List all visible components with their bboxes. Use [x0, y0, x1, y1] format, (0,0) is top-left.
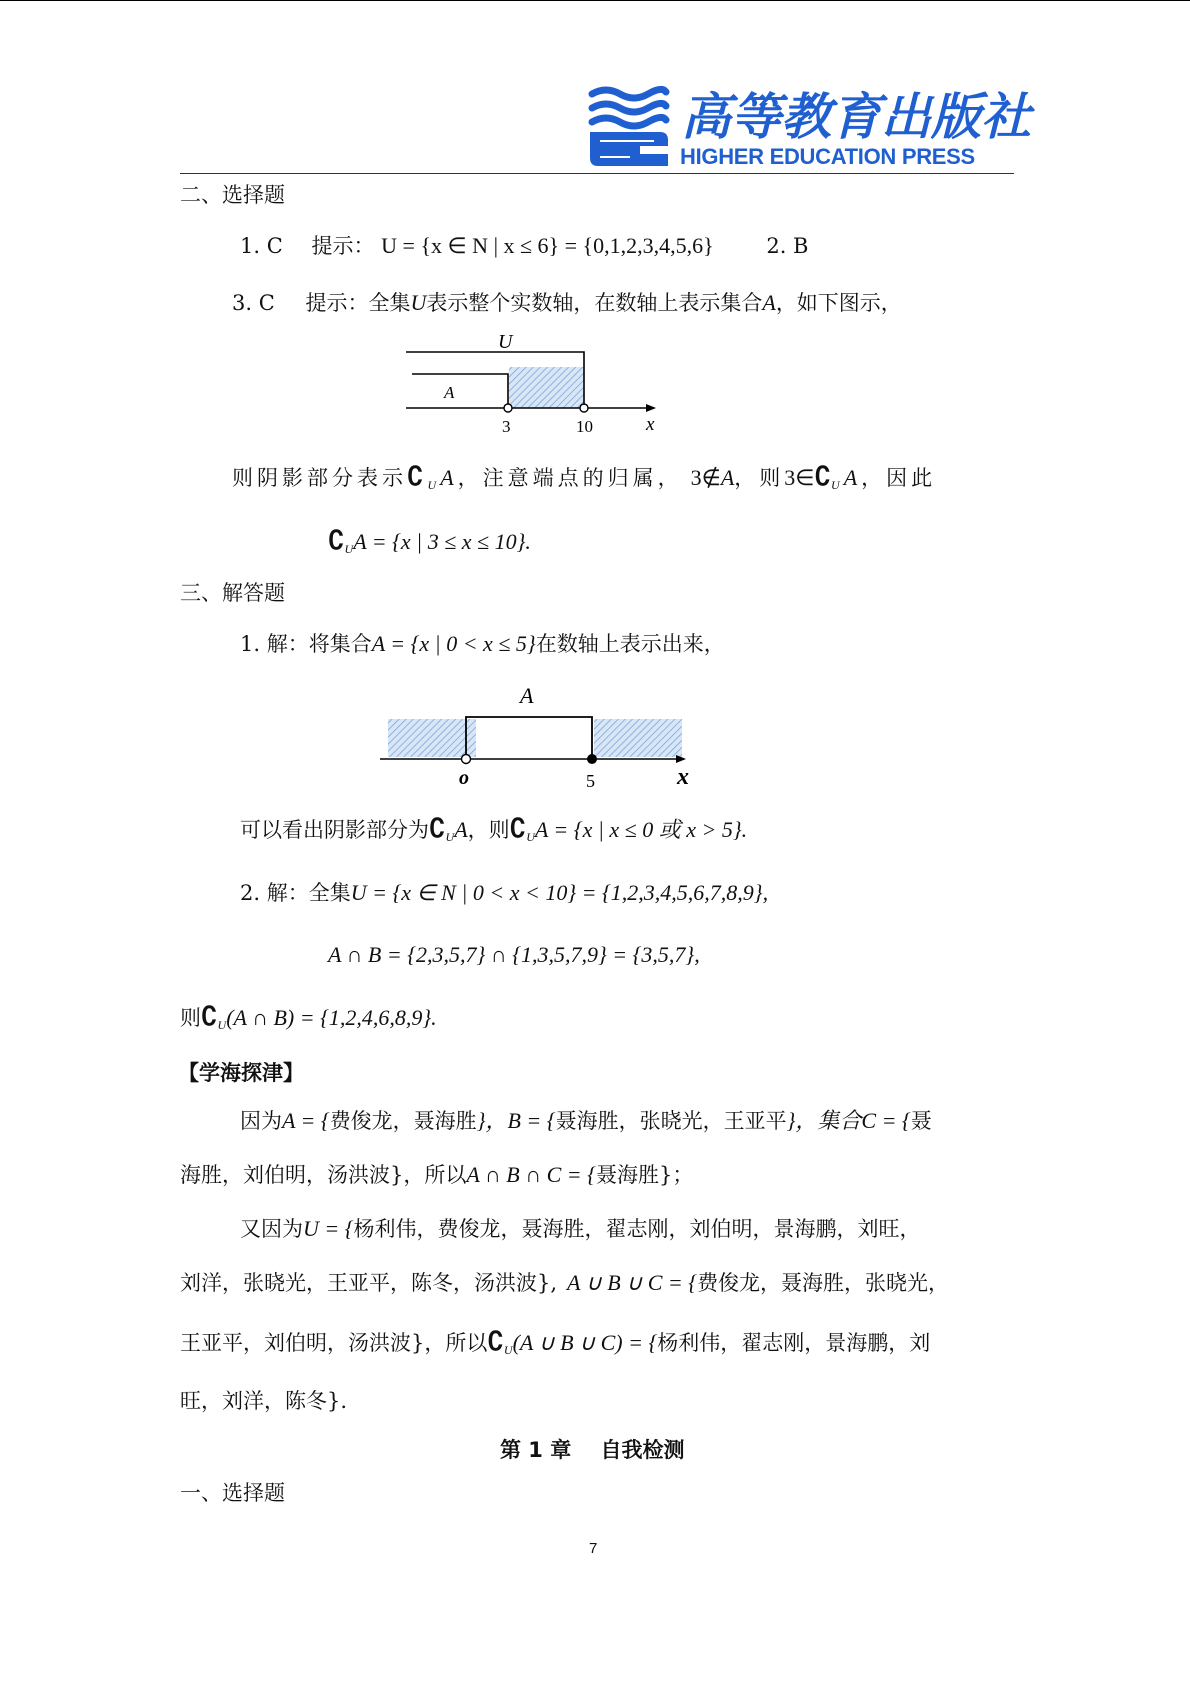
number-line-figure-2 [378, 683, 708, 793]
page-top-border [0, 0, 1190, 1]
tick-0: o [459, 767, 469, 789]
open-point-3 [504, 404, 512, 412]
set-A-box [466, 717, 592, 759]
set-A-bracket [412, 374, 508, 408]
xuehai-p2-line4: 旺，刘洋，陈冬}. [180, 1389, 348, 1413]
xuehai-p1-line1: 因为A = {费俊龙，聂海胜}，B = {聂海胜，张晓光，王亚平}，集合C = {聂 [240, 1108, 932, 1133]
xuehai-p2-line2: 刘洋，张晓光，王亚平，陈冬，汤洪波}, A ∪ B ∪ C = {费俊龙，聂海胜，张晓光， [180, 1270, 950, 1295]
answer-2-1: 1. C 提示： U = {x ∈ N | x ≤ 6} = {0,1,2,3,4,5,6} 2. B [240, 233, 809, 258]
closed-point-5 [587, 754, 597, 764]
shaded-region [509, 367, 584, 408]
answer-3-1-conclusion: 可以看出阴影部分为∁UA，则∁UA = {x | x ≤ 0 或 x > 5}. [240, 814, 748, 844]
open-point-0 [462, 755, 471, 764]
xuehai-p2-line1: 又因为U = {杨利伟，费俊龙，聂海胜，翟志刚，刘伯明，景海鹏，刘旺， [240, 1216, 921, 1241]
label-A: A [520, 683, 534, 708]
chapter-section-choice: 一、选择题 [180, 1481, 285, 1505]
label-A: A [444, 383, 455, 402]
section-title-choice: 二、选择题 [180, 183, 285, 207]
answer-3-2-line3: 则∁U(A ∩ B) = {1,2,4,6,8,9}. [180, 1002, 437, 1032]
publisher-name-en: HIGHER EDUCATION PRESS [680, 144, 975, 169]
tick-3: 3 [502, 417, 511, 432]
open-point-10 [580, 404, 588, 412]
label-U: U [498, 332, 513, 353]
number-line-figure-1 [398, 332, 668, 432]
axis-label-x: x [646, 414, 655, 432]
tick-10: 10 [576, 417, 593, 432]
header-rule [180, 173, 1014, 174]
answer-3-1-intro: 1. 解：将集合A = {x | 0 < x ≤ 5}在数轴上表示出来， [240, 631, 725, 656]
shaded-region-right [594, 719, 682, 757]
axis-arrow-icon [646, 404, 656, 412]
complement-result: ∁UA = {x | 3 ≤ x ≤ 10}. [328, 526, 531, 556]
xuehai-p1-line2: 海胜，刘伯明，汤洪波}，所以A ∩ B ∩ C = {聂海胜}； [180, 1162, 694, 1187]
answer-3-2-line2: A ∩ B = {2,3,5,7} ∩ {1,3,5,7,9} = {3,5,7}, [328, 942, 700, 967]
chapter-title: 第 1 章 自我检测 [500, 1438, 685, 1462]
section-title-answer: 三、解答题 [180, 581, 285, 605]
explain-complement: 则阴影部分表示∁UA，注意端点的归属， 3∉A，则3∈∁UA，因此 [232, 462, 937, 492]
page-number: 7 [589, 1540, 598, 1557]
xuehai-p2-line3: 王亚平，刘伯明，汤洪波}，所以∁U(A ∪ B ∪ C) = {杨利伟，翟志刚，景海鹏，刘 [180, 1327, 931, 1357]
answer-2-3: 3. C 提示：全集U表示整个实数轴，在数轴上表示集合A，如下图示， [232, 290, 902, 315]
section-title-xuehai: 【学海探津】 [178, 1061, 304, 1085]
answer-3-2-line1: 2. 解：全集U = {x ∈ N | 0 < x < 10} = {1,2,3,4,5,6,7,8,9}, [240, 880, 769, 905]
logo-waves-icon [584, 82, 674, 168]
publisher-name-cn: 高 等 教 育 出 版 社 [681, 88, 1031, 146]
axis-label-x: x [677, 764, 689, 790]
tick-5: 5 [586, 771, 595, 791]
shaded-region-left [388, 719, 476, 757]
